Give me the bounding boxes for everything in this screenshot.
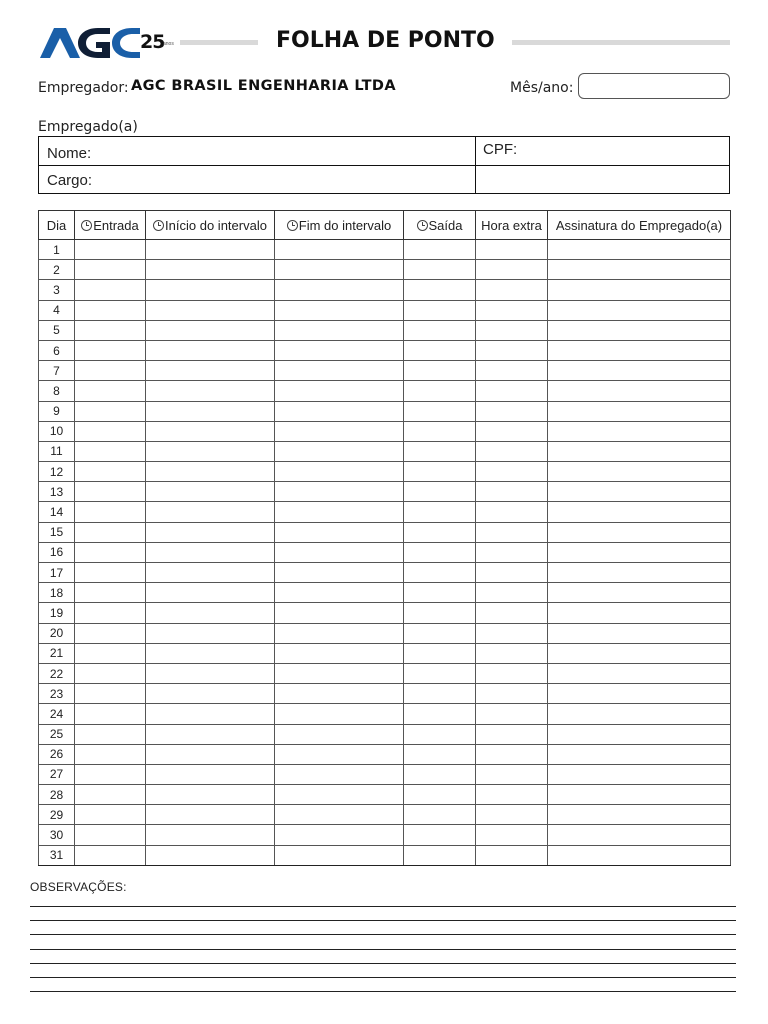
cell-exit[interactable] [404,300,476,320]
cell-signature[interactable] [548,643,731,663]
logo-letter-g [78,28,110,58]
day-number: 1 [39,240,75,260]
cell-break-start[interactable] [146,300,275,320]
cell-overtime[interactable] [476,724,548,744]
table-row [39,663,731,683]
observation-line[interactable] [30,949,736,950]
cell-break-end[interactable] [275,361,404,381]
observation-line[interactable] [30,906,736,907]
cell-overtime[interactable] [476,583,548,603]
table-row [39,603,731,623]
table-row [39,522,731,542]
cell-break-start[interactable] [146,563,275,583]
cell-break-start[interactable] [146,623,275,643]
cell-signature[interactable] [548,744,731,764]
cell-break-start[interactable] [146,542,275,562]
cell-signature[interactable] [548,825,731,845]
cell-exit[interactable] [404,643,476,663]
cell-overtime[interactable] [476,623,548,643]
cell-entry[interactable] [75,643,146,663]
table-row [39,240,731,260]
cell-entry[interactable] [75,825,146,845]
cell-break-end[interactable] [275,421,404,441]
day-number: 8 [39,381,75,401]
cell-exit[interactable] [404,805,476,825]
cell-signature[interactable] [548,805,731,825]
cell-signature[interactable] [548,845,731,865]
day-number: 31 [39,845,75,865]
cell-exit[interactable] [404,361,476,381]
employee-section-label: Empregado(a) [38,119,138,135]
cell-break-end[interactable] [275,542,404,562]
cell-overtime[interactable] [476,845,548,865]
observations-label: OBSERVAÇÕES: [30,880,127,894]
cell-signature[interactable] [548,421,731,441]
table-row [39,441,731,461]
table-row [39,845,731,865]
column-header-entry [75,211,146,240]
cell-overtime[interactable] [476,542,548,562]
day-number: 11 [39,441,75,461]
day-number: 12 [39,462,75,482]
cell-exit[interactable] [404,502,476,522]
cell-entry[interactable] [75,744,146,764]
cell-exit[interactable] [404,563,476,583]
cell-entry[interactable] [75,764,146,784]
table-row [39,300,731,320]
cell-break-end[interactable] [275,603,404,623]
cell-overtime[interactable] [476,320,548,340]
cell-break-start[interactable] [146,603,275,623]
cell-break-start[interactable] [146,663,275,683]
cell-break-start[interactable] [146,744,275,764]
cell-break-start[interactable] [146,785,275,805]
cell-break-end[interactable] [275,744,404,764]
cell-overtime[interactable] [476,421,548,441]
logo-letter-c [112,28,140,58]
cell-break-end[interactable] [275,300,404,320]
day-number: 20 [39,623,75,643]
cell-entry[interactable] [75,704,146,724]
logo-anniversary-number: 25 [140,31,165,53]
day-number: 23 [39,684,75,704]
cell-entry[interactable] [75,603,146,623]
table-row [39,805,731,825]
employee-box-divider-vertical [475,137,476,193]
table-row [39,482,731,502]
cell-signature[interactable] [548,260,731,280]
cell-exit[interactable] [404,421,476,441]
cell-exit[interactable] [404,320,476,340]
clock-icon [417,220,428,231]
day-number: 21 [39,643,75,663]
cell-break-start[interactable] [146,724,275,744]
day-number: 6 [39,340,75,360]
cell-exit[interactable] [404,260,476,280]
cell-exit[interactable] [404,744,476,764]
table-row [39,502,731,522]
column-header-day [39,211,75,240]
cell-break-end[interactable] [275,441,404,461]
day-number: 3 [39,280,75,300]
cell-signature[interactable] [548,663,731,683]
column-header-label: Fim do intervalo [298,217,392,233]
observation-line[interactable] [30,991,736,992]
column-header-label: Hora extra [481,217,542,233]
cell-signature[interactable] [548,441,731,461]
cell-break-end[interactable] [275,381,404,401]
cell-overtime[interactable] [476,240,548,260]
employee-role-field[interactable]: Cargo: [47,172,93,189]
observation-line[interactable] [30,920,736,921]
cell-overtime[interactable] [476,361,548,381]
cell-entry[interactable] [75,482,146,502]
cell-entry[interactable] [75,542,146,562]
timesheet-header-row [39,211,731,240]
cell-exit[interactable] [404,240,476,260]
page-title: FOLHA DE PONTO [276,28,495,53]
cell-signature[interactable] [548,280,731,300]
cell-break-start[interactable] [146,361,275,381]
month-year-label: Mês/ano: [510,80,574,96]
cell-break-start[interactable] [146,421,275,441]
cell-break-end[interactable] [275,724,404,744]
cell-signature[interactable] [548,240,731,260]
cell-overtime[interactable] [476,805,548,825]
cell-entry[interactable] [75,361,146,381]
cell-signature[interactable] [548,300,731,320]
cell-signature[interactable] [548,361,731,381]
clock-icon [287,220,298,231]
observation-line[interactable] [30,934,736,935]
cell-break-end[interactable] [275,522,404,542]
cell-break-end[interactable] [275,663,404,683]
cell-overtime[interactable] [476,381,548,401]
cell-overtime[interactable] [476,280,548,300]
cell-overtime[interactable] [476,502,548,522]
logo-anniversary-suffix: anos [163,41,174,47]
cell-entry[interactable] [75,381,146,401]
cell-overtime[interactable] [476,340,548,360]
cell-overtime[interactable] [476,663,548,683]
cell-signature[interactable] [548,542,731,562]
cell-entry[interactable] [75,441,146,461]
cell-exit[interactable] [404,401,476,421]
column-header-label: Saída [428,217,463,233]
table-row [39,785,731,805]
cell-break-start[interactable] [146,462,275,482]
cell-signature[interactable] [548,381,731,401]
cell-break-start[interactable] [146,340,275,360]
employer-name: AGC BRASIL ENGENHARIA LTDA [131,78,396,94]
cell-break-start[interactable] [146,764,275,784]
cell-overtime[interactable] [476,603,548,623]
cell-signature[interactable] [548,583,731,603]
cell-exit[interactable] [404,462,476,482]
cell-exit[interactable] [404,603,476,623]
cell-overtime[interactable] [476,684,548,704]
cell-overtime[interactable] [476,441,548,461]
cell-break-end[interactable] [275,401,404,421]
cell-overtime[interactable] [476,704,548,724]
cell-break-start[interactable] [146,482,275,502]
table-row [39,421,731,441]
table-row [39,361,731,381]
cell-entry[interactable] [75,300,146,320]
logo-letter-a [40,28,80,58]
cell-exit[interactable] [404,845,476,865]
table-row [39,583,731,603]
employer-label: Empregador: [38,80,129,96]
day-number: 2 [39,260,75,280]
cell-exit[interactable] [404,623,476,643]
cell-overtime[interactable] [476,785,548,805]
cell-exit[interactable] [404,522,476,542]
cell-entry[interactable] [75,502,146,522]
observation-line[interactable] [30,963,736,964]
table-row [39,744,731,764]
day-number: 27 [39,764,75,784]
cell-break-start[interactable] [146,684,275,704]
cell-break-start[interactable] [146,522,275,542]
cell-exit[interactable] [404,542,476,562]
day-number: 30 [39,825,75,845]
cell-exit[interactable] [404,381,476,401]
cell-break-end[interactable] [275,845,404,865]
cell-break-end[interactable] [275,340,404,360]
day-number: 28 [39,785,75,805]
day-number: 18 [39,583,75,603]
cell-break-start[interactable] [146,260,275,280]
cell-signature[interactable] [548,724,731,744]
day-number: 25 [39,724,75,744]
cell-signature[interactable] [548,401,731,421]
cell-break-end[interactable] [275,240,404,260]
title-rule-right [512,40,730,45]
day-number: 29 [39,805,75,825]
employee-box-divider-horizontal [39,165,729,166]
cell-signature[interactable] [548,462,731,482]
cell-signature[interactable] [548,623,731,643]
cell-entry[interactable] [75,240,146,260]
cell-break-start[interactable] [146,280,275,300]
cell-break-end[interactable] [275,502,404,522]
cell-entry[interactable] [75,522,146,542]
cell-entry[interactable] [75,563,146,583]
cell-break-end[interactable] [275,704,404,724]
cell-entry[interactable] [75,340,146,360]
cell-break-start[interactable] [146,441,275,461]
cell-signature[interactable] [548,603,731,623]
cell-break-start[interactable] [146,825,275,845]
cell-break-start[interactable] [146,583,275,603]
column-header-break-end [275,211,404,240]
cell-break-start[interactable] [146,845,275,865]
cell-exit[interactable] [404,724,476,744]
cell-break-end[interactable] [275,623,404,643]
column-header-label: Assinatura do Empregado(a) [555,217,723,233]
cell-entry[interactable] [75,845,146,865]
clock-icon [153,220,164,231]
table-row [39,260,731,280]
cell-signature[interactable] [548,522,731,542]
cell-break-end[interactable] [275,280,404,300]
cell-overtime[interactable] [476,563,548,583]
column-header-label: Dia [46,217,67,233]
cell-break-end[interactable] [275,583,404,603]
cell-overtime[interactable] [476,482,548,502]
cell-break-end[interactable] [275,643,404,663]
cell-exit[interactable] [404,785,476,805]
cell-signature[interactable] [548,502,731,522]
cell-break-end[interactable] [275,563,404,583]
table-row [39,623,731,643]
observation-line[interactable] [30,977,736,978]
table-row [39,280,731,300]
cell-overtime[interactable] [476,462,548,482]
cell-break-start[interactable] [146,381,275,401]
day-number: 13 [39,482,75,502]
cell-break-end[interactable] [275,482,404,502]
cell-signature[interactable] [548,563,731,583]
cell-overtime[interactable] [476,401,548,421]
cell-entry[interactable] [75,684,146,704]
cell-signature[interactable] [548,704,731,724]
cell-entry[interactable] [75,401,146,421]
cell-entry[interactable] [75,421,146,441]
employee-name-field[interactable]: Nome: [47,145,92,162]
cell-signature[interactable] [548,684,731,704]
cell-signature[interactable] [548,764,731,784]
column-header-exit [404,211,476,240]
column-header-label: Entrada [93,217,139,233]
table-row [39,825,731,845]
cell-overtime[interactable] [476,744,548,764]
month-year-field[interactable] [578,73,730,99]
table-row [39,401,731,421]
cell-exit[interactable] [404,684,476,704]
cell-overtime[interactable] [476,764,548,784]
table-row [39,340,731,360]
cell-entry[interactable] [75,724,146,744]
day-number: 16 [39,542,75,562]
cell-entry[interactable] [75,260,146,280]
title-rule-left [180,40,258,45]
cell-overtime[interactable] [476,260,548,280]
cell-break-start[interactable] [146,704,275,724]
table-row [39,381,731,401]
employee-info-box [38,136,730,194]
day-number: 17 [39,563,75,583]
column-header-signature [548,211,731,240]
cell-signature[interactable] [548,785,731,805]
day-number: 7 [39,361,75,381]
cell-entry[interactable] [75,280,146,300]
cell-overtime[interactable] [476,522,548,542]
timesheet-table [38,210,731,866]
cell-overtime[interactable] [476,825,548,845]
cell-break-start[interactable] [146,643,275,663]
cell-break-end[interactable] [275,684,404,704]
day-number: 15 [39,522,75,542]
cell-overtime[interactable] [476,643,548,663]
cell-signature[interactable] [548,340,731,360]
cell-break-end[interactable] [275,785,404,805]
cell-break-end[interactable] [275,825,404,845]
cell-exit[interactable] [404,825,476,845]
cell-break-start[interactable] [146,502,275,522]
cell-entry[interactable] [75,320,146,340]
cell-break-start[interactable] [146,240,275,260]
day-number: 24 [39,704,75,724]
cell-break-start[interactable] [146,805,275,825]
table-row [39,724,731,744]
cell-entry[interactable] [75,623,146,643]
cell-exit[interactable] [404,764,476,784]
cell-break-end[interactable] [275,320,404,340]
timesheet-body [39,240,731,866]
cell-entry[interactable] [75,462,146,482]
cell-entry[interactable] [75,785,146,805]
column-header-label: Início do intervalo [165,217,267,233]
table-row [39,542,731,562]
cell-break-start[interactable] [146,320,275,340]
cell-exit[interactable] [404,340,476,360]
cell-overtime[interactable] [476,300,548,320]
table-row [39,563,731,583]
day-number: 4 [39,300,75,320]
table-row [39,320,731,340]
table-row [39,643,731,663]
cell-exit[interactable] [404,482,476,502]
cell-exit[interactable] [404,663,476,683]
cell-exit[interactable] [404,704,476,724]
column-header-break-start [146,211,275,240]
day-number: 10 [39,421,75,441]
cell-entry[interactable] [75,805,146,825]
table-row [39,704,731,724]
cell-exit[interactable] [404,441,476,461]
day-number: 9 [39,401,75,421]
cell-signature[interactable] [548,482,731,502]
cell-break-end[interactable] [275,805,404,825]
cell-break-end[interactable] [275,260,404,280]
cell-exit[interactable] [404,280,476,300]
day-number: 14 [39,502,75,522]
cell-signature[interactable] [548,320,731,340]
day-number: 26 [39,744,75,764]
cell-exit[interactable] [404,583,476,603]
table-row [39,462,731,482]
cell-break-end[interactable] [275,764,404,784]
day-number: 5 [39,320,75,340]
cell-break-start[interactable] [146,401,275,421]
day-number: 22 [39,663,75,683]
cell-break-end[interactable] [275,462,404,482]
cell-entry[interactable] [75,583,146,603]
cell-entry[interactable] [75,663,146,683]
employee-cpf-field[interactable]: CPF: [483,141,518,158]
clock-icon [81,220,92,231]
table-row [39,764,731,784]
table-row [39,684,731,704]
column-header-overtime [476,211,548,240]
day-number: 19 [39,603,75,623]
